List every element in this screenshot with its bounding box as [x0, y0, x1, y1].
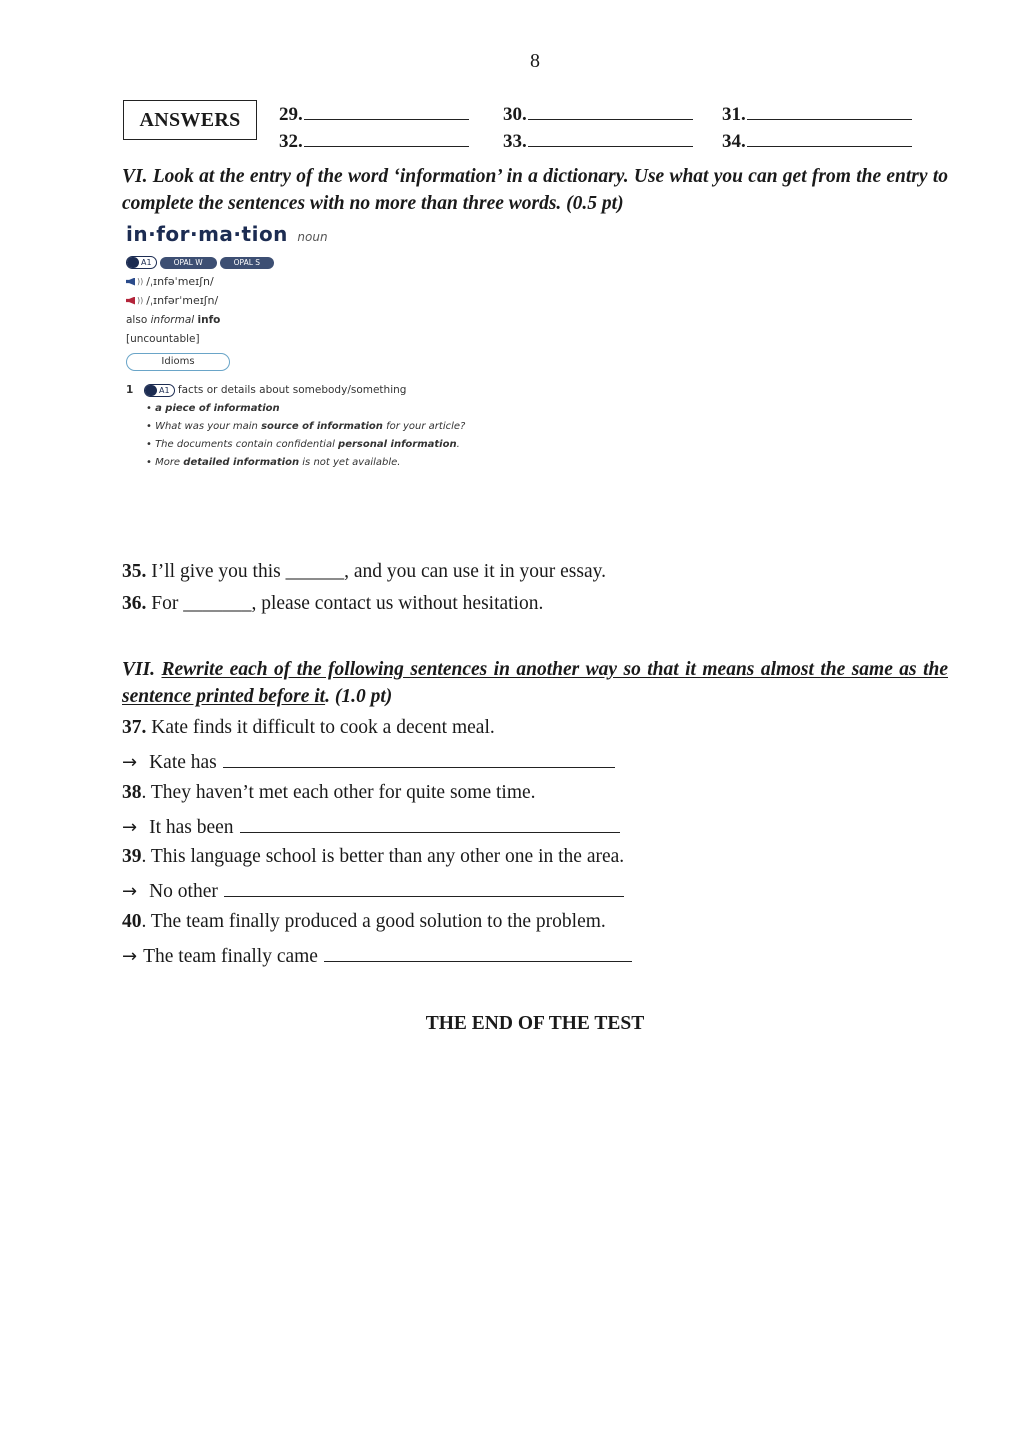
also-word: info: [197, 314, 221, 326]
question-number: 36.: [122, 593, 147, 614]
answer-number: 32.: [279, 131, 303, 152]
level-badge-a1: [126, 256, 157, 269]
opal-w-badge: OPAL W: [160, 257, 217, 269]
level-badges: [126, 256, 466, 269]
question-36: [122, 593, 543, 615]
answer-blank-34[interactable]: [722, 128, 912, 153]
question-number: 40: [122, 911, 142, 932]
sense-number: 1: [126, 384, 134, 396]
level-badge-text: A1: [141, 258, 152, 267]
example-text: More: [155, 457, 184, 468]
answer-blank-31[interactable]: [722, 101, 912, 126]
section-points: . (1.0 pt): [325, 686, 393, 707]
answer-line: [747, 128, 912, 147]
arrow-icon: →: [122, 881, 138, 902]
answer-number: 31.: [722, 104, 746, 125]
definition: facts or details about somebody/something: [177, 384, 407, 396]
rewrite-37[interactable]: [122, 749, 615, 774]
answer-number: 33.: [503, 131, 527, 152]
question-text: For _______, please contact us without hesitation.: [146, 593, 544, 614]
dictionary-entry: [126, 222, 466, 470]
answer-number: 29.: [279, 104, 303, 125]
section-instruction: Rewrite each of the following sentences in another way so that it means almost the same as the sentence printed before it: [122, 659, 948, 707]
end-of-test: THE END OF THE TEST: [425, 1013, 645, 1034]
example-collocation: detailed information: [183, 457, 300, 468]
rewrite-prompt: No other: [149, 881, 218, 902]
question-text: . The team finally produced a good solution to the problem.: [141, 911, 606, 932]
answer-blank-32[interactable]: [279, 128, 469, 153]
answer-line: [304, 128, 469, 147]
question-40: [122, 911, 606, 933]
answer-blank-30[interactable]: [503, 101, 693, 126]
answer-line: [528, 101, 693, 120]
answer-number: 34.: [722, 131, 746, 152]
rewrite-prompt: The team finally came: [143, 946, 318, 967]
pronunciation-text: /ˌɪnfəˈmeɪʃn/: [146, 275, 214, 288]
example-collocation: personal information: [338, 439, 457, 450]
oxford-key-icon: [127, 257, 139, 268]
level-badge-text: A1: [159, 385, 170, 395]
answers-label-box: ANSWERS: [123, 100, 257, 140]
answer-blank-33[interactable]: [503, 128, 693, 153]
rewrite-prompt: Kate has: [149, 752, 217, 773]
arrow-icon: →: [122, 817, 138, 838]
sense-level-badge: [144, 384, 175, 397]
example-1: • a piece of information: [146, 403, 280, 414]
oxford-key-icon: [145, 385, 157, 396]
also-register: informal: [150, 314, 195, 326]
example-text: is not yet available.: [299, 457, 401, 468]
question-37: [122, 717, 495, 739]
answer-line: [324, 943, 632, 962]
rewrite-38[interactable]: [122, 814, 620, 839]
section-roman: VII.: [122, 659, 162, 680]
example-text: for your article?: [382, 421, 466, 432]
question-text: Kate finds it difficult to cook a decent meal.: [146, 717, 495, 738]
question-38: [122, 782, 536, 804]
speaker-icon[interactable]: [126, 278, 135, 286]
example-collocation: source of information: [261, 421, 383, 432]
question-text: I’ll give you this ______, and you can use it in your essay.: [146, 561, 606, 582]
pronunciation-uk: [126, 275, 466, 288]
answer-blank-29[interactable]: [279, 101, 469, 126]
question-35: [122, 561, 606, 583]
opal-s-badge: OPAL S: [220, 257, 274, 269]
page-number: 8: [530, 50, 540, 72]
headword-text: in·for·ma·tion: [126, 222, 288, 246]
question-text: . They haven’t met each other for quite some time.: [141, 782, 536, 803]
idioms-button[interactable]: Idioms: [126, 353, 230, 371]
example-text: .: [456, 439, 460, 450]
answer-line: [304, 101, 469, 120]
example-4: • More detailed information is not yet available.: [146, 457, 401, 468]
sound-waves-icon: )): [137, 277, 144, 286]
answer-line: [223, 749, 615, 768]
example-text: The documents contain confidential: [155, 439, 339, 450]
pronunciation-text: /ˌɪnfərˈmeɪʃn/: [146, 294, 219, 307]
grammar-label: [uncountable]: [126, 333, 200, 345]
example-2: • What was your main source of information for your article?: [146, 421, 466, 432]
question-text: . This language school is better than any other one in the area.: [141, 846, 625, 867]
arrow-icon: →: [122, 946, 138, 967]
also-prefix: also: [126, 314, 148, 326]
part-of-speech: noun: [297, 230, 328, 244]
answer-number: 30.: [503, 104, 527, 125]
sound-waves-icon: )): [137, 296, 144, 305]
question-number: 35.: [122, 561, 147, 582]
example-collocation: a piece of information: [155, 403, 280, 414]
question-number: 37.: [122, 717, 147, 738]
rewrite-prompt: It has been: [149, 817, 234, 838]
question-number: 39: [122, 846, 142, 867]
example-3: • The documents contain confidential personal information.: [146, 439, 460, 450]
question-39: [122, 846, 624, 868]
rewrite-39[interactable]: [122, 878, 624, 903]
also-variant: [126, 314, 466, 326]
answer-line: [240, 814, 620, 833]
section-7-heading: [122, 656, 948, 710]
speaker-icon[interactable]: [126, 297, 135, 305]
answer-line: [747, 101, 912, 120]
arrow-icon: →: [122, 752, 138, 773]
answer-line: [224, 878, 624, 897]
answer-line: [528, 128, 693, 147]
pronunciation-us: [126, 294, 466, 307]
headword: [126, 222, 466, 246]
section-6-heading: VI. Look at the entry of the word ‘information’ in a dictionary. Use what you can get from the entry to complete the sentences with no more than three words. (0.5 pt): [122, 166, 948, 214]
example-text: What was your main: [155, 421, 262, 432]
question-number: 38: [122, 782, 142, 803]
rewrite-40[interactable]: [122, 943, 632, 968]
sense-1: [126, 383, 466, 398]
